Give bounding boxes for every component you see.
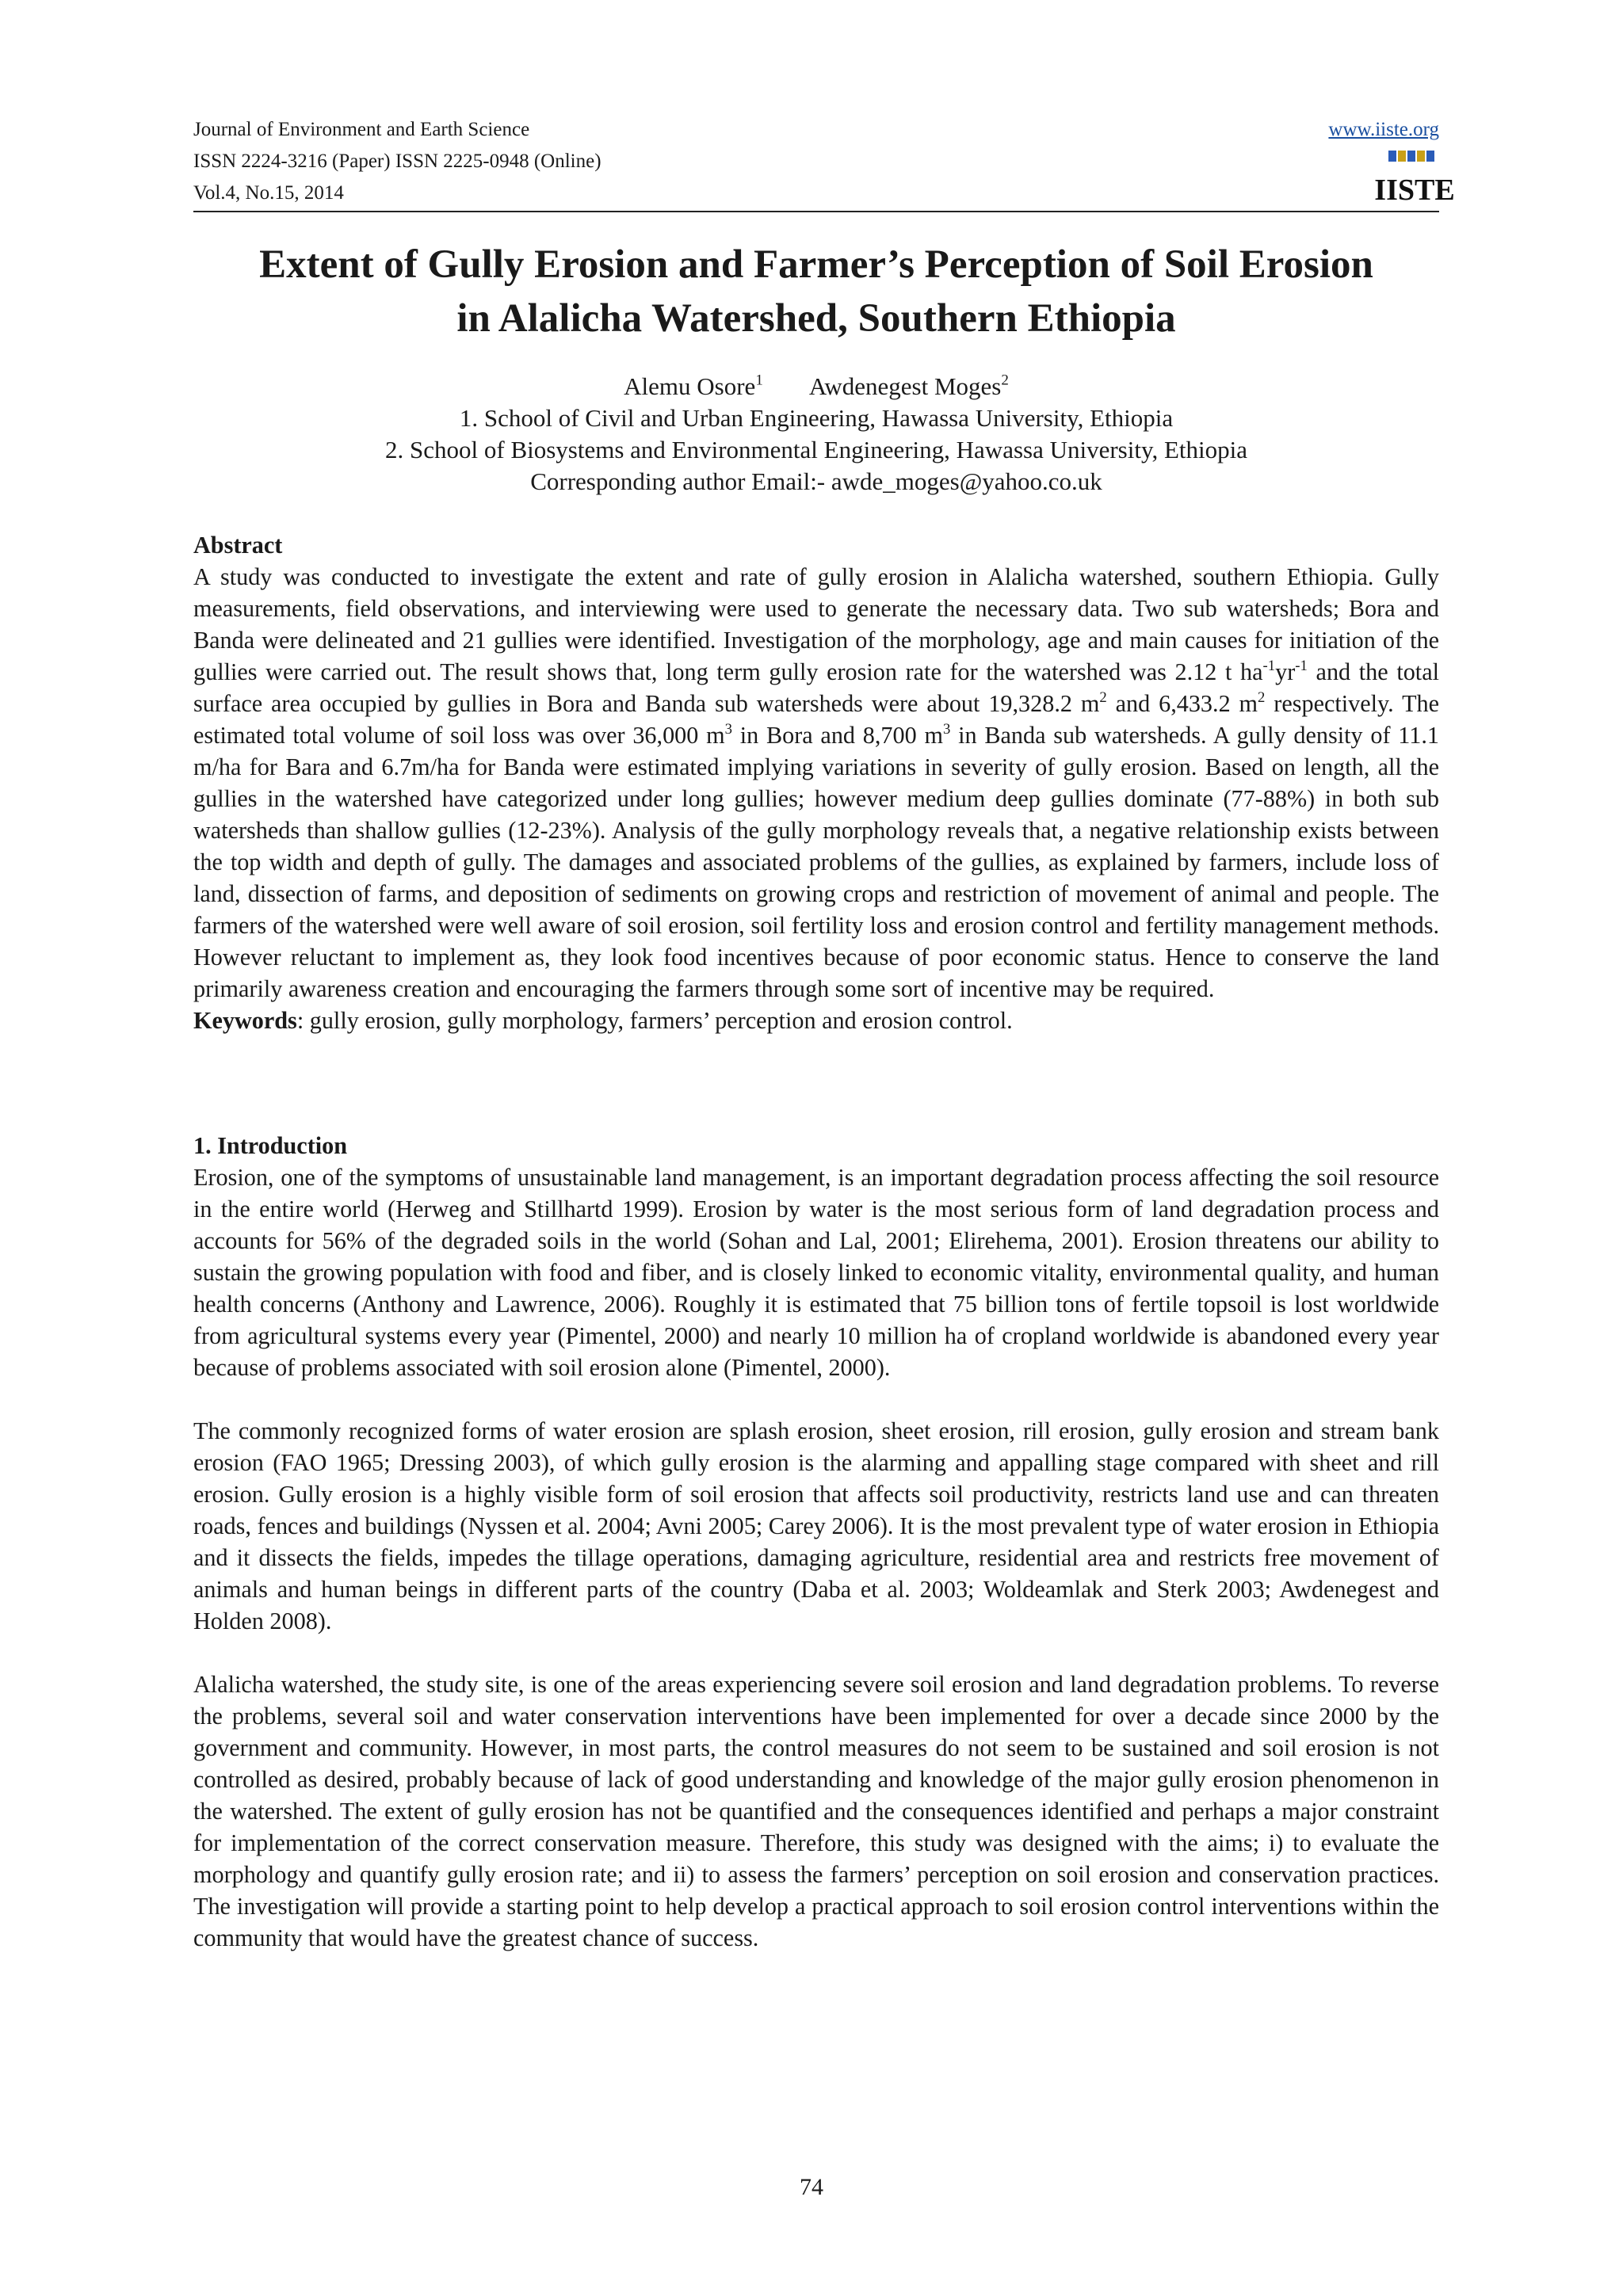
- iiste-logo-icon: [1374, 149, 1455, 207]
- journal-volume: Vol.4, No.15, 2014: [193, 182, 344, 204]
- header-rule: [193, 211, 1439, 212]
- abstract-heading: Abstract: [193, 532, 283, 559]
- keywords-label: Keywords: [193, 1007, 297, 1034]
- author-names: [193, 371, 1439, 402]
- journal-name: Journal of Environment and Earth Science: [193, 119, 530, 140]
- author-2-affil: 2: [1001, 372, 1009, 389]
- abstract-section: [193, 529, 1439, 1036]
- author-block: [193, 371, 1439, 498]
- corresponding-author: Corresponding author Email:- awde_moges@yahoo.co.uk: [530, 467, 1102, 495]
- keywords-line: [193, 1005, 1439, 1036]
- introduction-heading: 1. Introduction: [193, 1132, 348, 1159]
- page-number: 74: [800, 2174, 823, 2200]
- title-line-1: Extent of Gully Erosion and Farmer’s Perception of Soil Erosion: [259, 242, 1373, 287]
- journal-issn: ISSN 2224-3216 (Paper) ISSN 2225-0948 (Online): [193, 151, 601, 172]
- paper-title: [193, 238, 1439, 345]
- logo-text: IISTE: [1374, 174, 1455, 207]
- abstract-text: A study was conducted to investigate the extent and rate of gully erosion in Alalicha watershed, southern Ethiopia. Gully measurements, field observations, and interviewing were used to generate the necessary data. Two sub watersheds; Bora and Banda were delineated and 21 gullies were identified. Investigation of the morphology, age and main causes for initiation of the gullies were carried out. The result shows that, long term gully erosion rate for the watershed was 2.12 t $ha^{-1}yr^{-1}$ and the total surface area occupied by gullies in Bora and Banda sub watersheds were about 19,328.2 $m^2$ and 6,433.2 $m^2$ respectively. The estimated total volume of soil loss was over 36,000 $m^3$ in Bora and 8,700 $m^3$ in Banda sub watersheds. A gully density of 11.1 m/ha for Bara and 6.7m/ha for Banda were estimated implying variations in severity of gully erosion. Based on length, all the gullies in the watershed have categorized under long gullies; however medium deep gullies dominate (77-88%) in both sub watersheds than shallow gullies (12-23%). Analysis of the gully morphology reveals that, a negative relationship exists between the top width and depth of gully. The damages and associated problems of the gullies, as explained by farmers, include loss of land, dissection of farms, and deposition of sediments on growing crops and restriction of movement of animal and people. The farmers of the watershed were well aware of soil erosion, soil fertility loss and erosion control and fertility management methods. However reluctant to implement as, they look food incentives because of poor economic status. Hence to conserve the land primarily awareness creation and encouraging the farmers through some sort of incentive may be required.: [193, 563, 1440, 1002]
- intro-paragraph-1: Erosion, one of the symptoms of unsustainable land management, is an important degradation process affecting the soil resource in the entire world (Herweg and Stillhartd 1999). Erosion by water is the most serious form of land degradation process and accounts for 56% of the degraded soils in the world (Sohan and Lal, 2001; Elirehema, 2001). Erosion threatens our ability to sustain the growing population with food and fiber, and is closely linked to economic vitality, environmental quality, and human health concerns (Anthony and Lawrence, 2006). Roughly it is estimated that 75 billion tons of fertile topsoil is lost worldwide from agricultural systems every year (Pimentel, 2000) and nearly 10 million ha of cropland worldwide is abandoned every year because of problems associated with soil erosion alone (Pimentel, 2000).: [193, 1164, 1439, 1381]
- affiliation-1: 1. School of Civil and Urban Engineering, Hawassa University, Ethiopia: [459, 404, 1174, 432]
- website-link[interactable]: www.iiste.org: [1328, 119, 1439, 140]
- journal-website: [1328, 114, 1439, 146]
- keywords-text: : gully erosion, gully morphology, farmers’ perception and erosion control.: [296, 1007, 1013, 1034]
- affiliation-2: 2. School of Biosystems and Environmental Engineering, Hawassa University, Ethiopia: [385, 436, 1247, 463]
- introduction-section: [193, 1130, 1439, 1954]
- intro-paragraph-2: The commonly recognized forms of water erosion are splash erosion, sheet erosion, rill erosion, gully erosion and stream bank erosion (FAO 1965; Dressing 2003), of which gully erosion is the alarming and appalling stage compared with sheet and rill erosion. Gully erosion is a highly visible form of soil erosion that affects soil productivity, restricts land use and can threaten roads, fences and buildings (Nyssen et al. 2004; Avni 2005; Carey 2006). It is the most prevalent type of water erosion in Ethiopia and it dissects the fields, impedes the tillage operations, damaging agriculture, residential area and restricts free movement of animals and human beings in different parts of the country (Daba et al. 2003; Woldeamlak and Sterk 2003; Awdenegest and Holden 2008).: [193, 1417, 1439, 1634]
- intro-paragraph-3: Alalicha watershed, the study site, is one of the areas experiencing severe soil erosion and land degradation problems. To reverse the problems, several soil and water conservation interventions have been implemented for over a decade since 2000 by the government and community. However, in most parts, the control measures do not seem to be sustained and soil erosion is not controlled as desired, probably because of lack of good understanding and knowledge of the major gully erosion phenomenon in the watershed. The extent of gully erosion has not be quantified and the consequences identified and perhaps a major constraint for implementation of the correct conservation measure. Therefore, this study was designed with the aims; i) to evaluate the morphology and quantify gully erosion rate; and ii) to assess the farmers’ perception on soil erosion and conservation practices. The investigation will provide a starting point to help develop a practical approach to soil erosion control interventions within the community that would have the greatest chance of success.: [193, 1671, 1439, 1951]
- author-1-affil: 1: [755, 372, 763, 389]
- author-2: Awdenegest Moges: [808, 372, 1002, 400]
- journal-header: [193, 114, 601, 209]
- title-line-2: in Alalicha Watershed, Southern Ethiopia: [456, 296, 1176, 341]
- author-1: Alemu Osore: [624, 372, 756, 400]
